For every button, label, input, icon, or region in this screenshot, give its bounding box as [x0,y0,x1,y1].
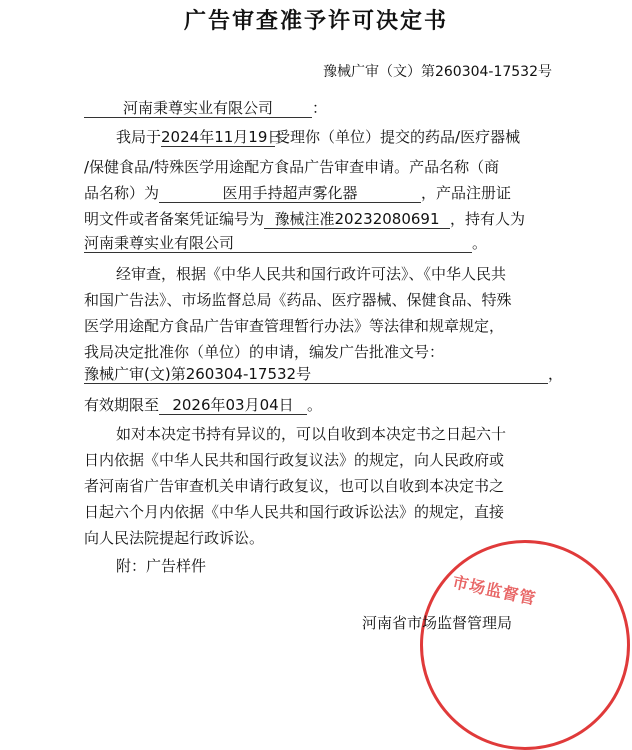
attachment-note: 附：广告样件 [116,557,207,575]
paragraph-1-line-3 [84,183,511,203]
recipient-name: 河南秉尊实业有限公司 [84,99,312,118]
approval-number: 豫械广审(文)第260304-17532号 [84,365,548,384]
p1-line4-suffix: ，持有人为 [450,210,526,228]
validity-line [84,395,322,415]
paragraph-1-line-4 [84,209,525,229]
issuing-authority: 河南省市场监督管理局 [362,614,513,632]
recipient-line [84,98,327,118]
document-title: 广告审查准予许可决定书 [183,8,448,34]
validity-prefix: 有效期限至 [84,396,160,414]
p1-prefix: 我局于 [116,128,162,146]
paragraph-3-line-2: 日内依据《中华人民共和国行政复议法》的规定，向人民政府或 [84,451,505,469]
official-seal [420,540,630,750]
acceptance-date: 2024年11月19日 [161,128,283,146]
holder-name: 河南秉尊实业有限公司 [84,234,472,253]
paragraph-2-line-2: 和国广告法》、市场监督总局《药品、医疗器械、保健食品、特殊 [84,291,512,309]
document-number: 豫械广审（文）第260304-17532号 [322,64,552,80]
paragraph-2-line-4: 我局决定批准你（单位）的申请，编发广告批准文号： [84,343,445,361]
paragraph-3-line-4: 日起六个月内依据《中华人民共和国行政诉讼法》的规定，直接 [84,503,505,521]
product-name: 医用手持超声雾化器 [159,184,421,203]
p1-line3-suffix: ，产品注册证 [421,184,512,202]
paragraph-2-line-3: 医学用途配方食品广告审查管理暂行办法》等法律和规章规定， [84,317,505,335]
approval-suffix: ， [548,365,564,383]
validity-date: 2026年03月04日 [159,396,307,415]
paragraph-1-line-5 [84,233,487,253]
paragraph-3-line-5: 向人民法院提起行政诉讼。 [84,529,265,547]
seal-text: 市场监督管 [450,572,538,609]
registration-number: 豫械注准20232080691 [264,210,450,229]
holder-suffix: 。 [472,234,488,252]
approval-line [84,364,563,384]
p1-line4-prefix: 明文件或者备案凭证编号为 [84,210,265,228]
p1-line3-prefix: 品名称）为 [84,184,160,202]
paragraph-1-line-2: /保健食品/特殊医学用途配方食品广告审查申请。产品名称（商 [84,158,500,176]
paragraph-1-line-1 [116,127,520,147]
paragraph-2-line-1: 经审查，根据《中华人民共和国行政许可法》、《中华人民共 [116,265,507,283]
paragraph-3-line-3: 者河南省广告审查机关申请行政复议，也可以自收到本决定书之 [84,477,505,495]
p1-after-date: 受理你（单位）提交的药品/医疗器械 [275,128,521,146]
paragraph-3-line-1: 如对本决定书持有异议的，可以自收到本决定书之日起六十 [116,425,507,443]
validity-suffix: 。 [307,396,323,414]
recipient-suffix: ： [312,99,328,117]
